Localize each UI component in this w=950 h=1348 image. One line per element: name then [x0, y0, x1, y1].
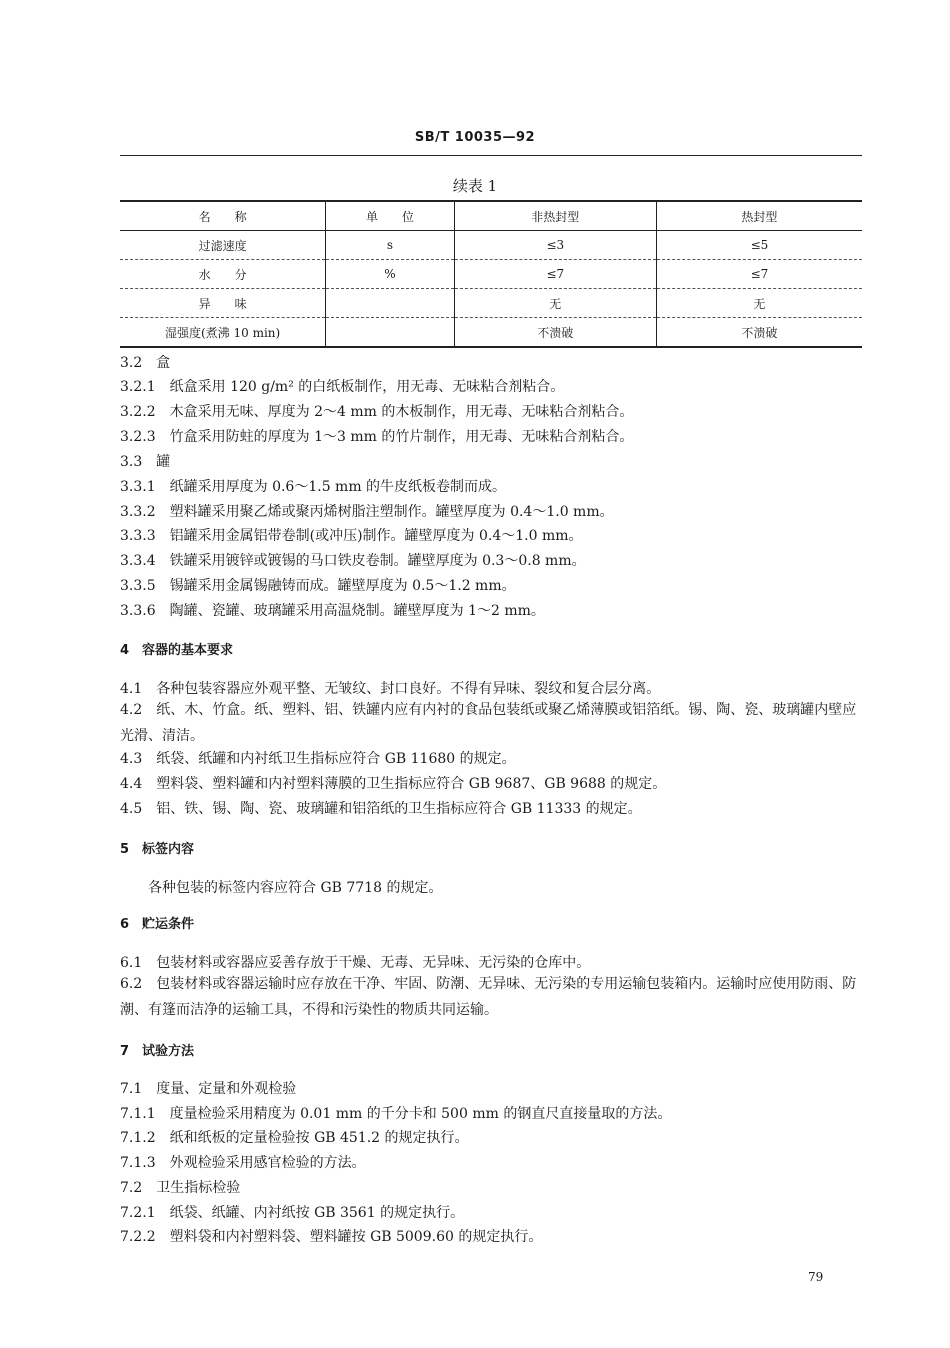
standard-code-header: SB/T 10035—92 [414, 130, 536, 145]
table-cell: 异 味 [198, 296, 247, 311]
section-3-2-heading: 3.2 盒 [120, 355, 171, 371]
clause-4-5: 4.5 铝、铁、锡、陶、瓷、玻璃罐和铝箔纸的卫生指标应符合 GB 11333 的规定。 [120, 801, 642, 817]
clause-3-3-3: 3.3.3 铝罐采用金属铝带卷制(或冲压)制作。罐壁厚度为 0.4～1.0 mm。 [120, 528, 583, 544]
table-cell [326, 318, 455, 348]
table-cell: 无 [656, 289, 862, 318]
clause-4-2: 4.2 纸、木、竹盒。纸、塑料、铝、铁罐内应有内衬的食品包装纸或聚乙烯薄膜或铝箔纸。锡、陶、瓷、玻璃罐内壁应光滑、清洁。 [120, 702, 857, 744]
table-caption: 续表 1 [452, 177, 498, 195]
clause-3-2-2: 3.2.2 木盒采用无味、厚度为 2～4 mm 的木板制作，用无毒、无味粘合剂粘合。 [120, 404, 634, 420]
clause-7-1-2: 7.1.2 纸和纸板的定量检验按 GB 451.2 的规定执行。 [120, 1130, 469, 1146]
section-6-heading: 6 贮运条件 [120, 917, 195, 932]
clause-3-2-1: 3.2.1 纸盒采用 120 g/m² 的白纸板制作，用无毒、无味粘合剂粘合。 [120, 379, 565, 395]
page-number: 79 [808, 1270, 824, 1284]
clause-4-3: 4.3 纸袋、纸罐和内衬纸卫生指标应符合 GB 11680 的规定。 [120, 751, 516, 767]
table-cell: % [326, 260, 455, 289]
clause-4-1: 4.1 各种包装容器应外观平整、无皱纹、封口良好。不得有异味、裂纹和复合层分离。 [120, 681, 661, 697]
clause-7-2-1: 7.2.1 纸袋、纸罐、内衬纸按 GB 3561 的规定执行。 [120, 1205, 465, 1221]
table-cell: ≤5 [656, 231, 862, 260]
clause-3-3-2: 3.3.2 塑料罐采用聚乙烯或聚丙烯树脂注塑制作。罐壁厚度为 0.4～1.0 mm。 [120, 504, 614, 520]
table-row [120, 318, 862, 348]
section-4-heading: 4 容器的基本要求 [120, 643, 234, 658]
section-7-2-heading: 7.2 卫生指标检验 [120, 1180, 241, 1196]
table-cell: 湿强度(煮沸 10 min) [164, 325, 281, 340]
section-7-1-heading: 7.1 度量、定量和外观检验 [120, 1081, 297, 1097]
table-row [120, 231, 862, 260]
column-header-name: 名 称 [198, 209, 247, 224]
clause-3-3-4: 3.3.4 铁罐采用镀锌或镀锡的马口铁皮卷制。罐壁厚度为 0.3～0.8 mm。 [120, 553, 586, 569]
header-rule [120, 155, 862, 156]
table-cell [326, 289, 455, 318]
clause-7-1-3: 7.1.3 外观检验采用感官检验的方法。 [120, 1155, 366, 1171]
section-3-3-heading: 3.3 罐 [120, 454, 171, 470]
column-header-non-heat-seal: 非热封型 [454, 201, 656, 231]
clause-3-3-1: 3.3.1 纸罐采用厚度为 0.6～1.5 mm 的牛皮纸板卷制而成。 [120, 479, 507, 495]
clause-7-2-2: 7.2.2 塑料袋和内衬塑料袋、塑料罐按 GB 5009.60 的规定执行。 [120, 1229, 543, 1245]
clause-3-3-5: 3.3.5 锡罐采用金属锡融铸而成。罐壁厚度为 0.5～1.2 mm。 [120, 578, 516, 594]
clause-3-3-6: 3.3.6 陶罐、瓷罐、玻璃罐采用高温烧制。罐壁厚度为 1～2 mm。 [120, 603, 545, 619]
table-cell: 不溃破 [454, 318, 656, 348]
table-row [120, 260, 862, 289]
table-cell: 不溃破 [656, 318, 862, 348]
clause-6-1: 6.1 包装材料或容器应妥善存放于干燥、无毒、无异味、无污染的仓库中。 [120, 955, 591, 971]
column-header-heat-seal: 热封型 [656, 201, 862, 231]
table-cell: 过滤速度 [198, 238, 247, 253]
table-cell: ≤3 [454, 231, 656, 260]
table-cell: 无 [454, 289, 656, 318]
table-header-row [120, 201, 862, 231]
table-cell: 水 分 [198, 267, 247, 282]
section-7-heading: 7 试验方法 [120, 1044, 195, 1059]
clause-3-2-3: 3.2.3 竹盒采用防蛀的厚度为 1～3 mm 的竹片制作，用无毒、无味粘合剂粘合。 [120, 429, 634, 445]
table-cell: ≤7 [454, 260, 656, 289]
section-5-paragraph: 各种包装的标签内容应符合 GB 7718 的规定。 [148, 880, 443, 896]
clause-7-1-1: 7.1.1 度量检验采用精度为 0.01 mm 的千分卡和 500 mm 的钢直尺直接量取的方法。 [120, 1106, 672, 1122]
column-header-unit: 单 位 [326, 201, 455, 231]
clause-4-4: 4.4 塑料袋、塑料罐和内衬塑料薄膜的卫生指标应符合 GB 9687、GB 9688 的规定。 [120, 776, 667, 792]
table-row [120, 289, 862, 318]
clause-6-2: 6.2 包装材料或容器运输时应存放在干净、牢固、防潮、无异味、无污染的专用运输包装箱内。运输时应使用防雨、防潮、有篷而洁净的运输工具，不得和污染性的物质共同运输。 [120, 976, 857, 1018]
table-cell: ≤7 [656, 260, 862, 289]
section-5-heading: 5 标签内容 [120, 842, 195, 857]
spec-table [120, 200, 862, 348]
table-cell: s [326, 231, 455, 260]
